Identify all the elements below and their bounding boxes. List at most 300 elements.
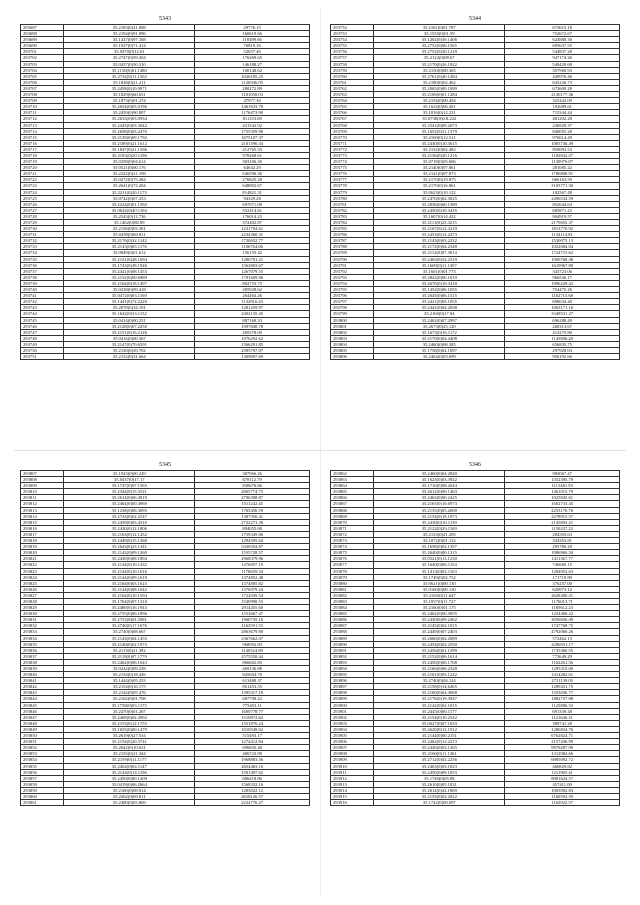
row-id-cell: 293829: [21, 605, 64, 611]
row-id-cell: 293807: [21, 471, 64, 477]
row-code-cell: 35.0627(0)07.1033: [374, 720, 505, 726]
row-code-cell: 35.2159(0)11.1177: [64, 757, 195, 763]
row-value-cell: 1530075.13: [505, 238, 620, 244]
row-value-cell: 1162922.57: [505, 800, 620, 806]
row-code-cell: 35.2170(0)26.1922: [374, 61, 505, 67]
row-code-cell: 35.2645(0)06.1515: [374, 293, 505, 299]
row-value-cell: 156155.42: [195, 250, 310, 256]
row-id-cell: 293765: [331, 104, 374, 110]
row-id-cell: 293858: [21, 781, 64, 787]
row-value-cell: 2296931.17: [505, 641, 620, 647]
row-id-cell: 293886: [331, 617, 374, 623]
row-id-cell: 293914: [331, 787, 374, 793]
row-id-cell: 293871: [331, 525, 374, 531]
row-value-cell: 481202.28: [505, 116, 620, 122]
row-id-cell: 293726: [21, 201, 64, 207]
row-code-cell: 35.2142(0)05.476: [64, 690, 195, 696]
row-id-cell: 293859: [21, 787, 64, 793]
row-id-cell: 293878: [331, 568, 374, 574]
row-value-cell: 1284052.63: [505, 568, 620, 574]
row-id-cell: 293774: [331, 159, 374, 165]
row-id-cell: 293718: [21, 152, 64, 158]
row-value-cell: 1312084.66: [505, 751, 620, 757]
row-id-cell: 293756: [331, 49, 374, 55]
row-id-cell: 293899: [331, 696, 374, 702]
row-code-cell: 35.2458(0)10.0871: [64, 85, 195, 91]
row-value-cell: 389741.28: [505, 720, 620, 726]
row-id-cell: 293895: [331, 672, 374, 678]
row-id-cell: 293779: [331, 189, 374, 195]
row-id-cell: 293820: [21, 550, 64, 556]
row-id-cell: 293790: [331, 256, 374, 262]
row-id-cell: 293827: [21, 592, 64, 598]
row-id-cell: 293908: [331, 751, 374, 757]
row-code-cell: 35.2170(0)19.875: [374, 177, 505, 183]
row-value-cell: 840055.28: [505, 128, 620, 134]
row-id-cell: 293853: [21, 751, 64, 757]
row-code-cell: 35.2132(0)02.482: [374, 146, 505, 152]
row-code-cell: 35.1072(0)01.132: [374, 538, 505, 544]
row-id-cell: 293892: [331, 653, 374, 659]
row-value-cell: 666163.59: [505, 177, 620, 183]
row-value-cell: 1289431.75: [505, 684, 620, 690]
coordinate-table: [20, 470, 310, 806]
row-code-cell: 35.2154(0)00.494: [374, 98, 505, 104]
row-id-cell: 293813: [21, 507, 64, 513]
row-value-cell: 1411367.77: [505, 556, 620, 562]
row-id-cell: 293868: [331, 507, 374, 513]
row-code-cell: 35.2144(0)10.1432: [64, 562, 195, 568]
row-code-cell: 35.2619(0)27.534: [64, 733, 195, 739]
row-code-cell: 35.1462(0)80.89: [64, 220, 195, 226]
row-code-cell: 35.2147(0)70.6591: [64, 341, 195, 347]
row-id-cell: 293839: [21, 666, 64, 672]
row-code-cell: 35.2180(0)02.462: [374, 79, 505, 85]
row-code-cell: 35.2113(0)23.3215: [374, 220, 505, 226]
row-id-cell: 293850: [21, 733, 64, 739]
row-value-cell: 1162261.56: [505, 659, 620, 665]
row-code-cell: 35.2421(0)05.1055: [374, 299, 505, 305]
row-id-cell: 293803: [331, 335, 374, 341]
row-value-cell: 1759349.86: [195, 531, 310, 537]
row-id-cell: 293911: [331, 769, 374, 775]
row-id-cell: 293734: [21, 250, 64, 256]
row-code-cell: 35.2463(0)32.2319: [374, 256, 505, 262]
row-value-cell: 2914455.60: [195, 605, 310, 611]
row-value-cell: 859093.53: [505, 146, 620, 152]
row-value-cell: 29776.15: [195, 25, 310, 31]
row-id-cell: 293715: [21, 134, 64, 140]
row-id-cell: 293867: [331, 501, 374, 507]
row-id-cell: 293732: [21, 238, 64, 244]
row-code-cell: 35.1743(0)38.1946: [64, 262, 195, 268]
row-code-cell: 35.0623(0)10.122: [374, 189, 505, 195]
row-code-cell: 35.2450(0)10.3435: [374, 207, 505, 213]
row-id-cell: 293704: [21, 67, 64, 73]
row-value-cell: 887168.33: [195, 317, 310, 323]
row-value-cell: 956192.66: [505, 354, 620, 360]
row-id-cell: 293762: [331, 85, 374, 91]
row-code-cell: 35.2161(0)03.1242: [374, 672, 505, 678]
row-code-cell: 35.2120(0)39.702: [64, 347, 195, 353]
row-value-cell: 685871.25: [505, 207, 620, 213]
row-code-cell: 35.0521(0)00.176: [64, 165, 195, 171]
row-value-cell: 6985092.72: [505, 757, 620, 763]
row-value-cell: 357960.93: [505, 67, 620, 73]
row-id-cell: 293711: [21, 110, 64, 116]
row-value-cell: 1510872.62: [195, 714, 310, 720]
row-value-cell: 8081624.57: [505, 775, 620, 781]
row-id-cell: 293745: [21, 317, 64, 323]
row-code-cell: 35.2152(0)06.1614: [374, 653, 505, 659]
row-code-cell: 35.2160(0)11.1361: [374, 751, 505, 757]
row-id-cell: 293747: [21, 329, 64, 335]
row-id-cell: 293759: [331, 67, 374, 73]
row-value-cell: 814821.31: [195, 189, 310, 195]
row-value-cell: 866602.85: [195, 659, 310, 665]
row-code-cell: 35.2344(0)15.3521: [64, 489, 195, 495]
row-code-cell: 35.2441(0)08.1453: [64, 268, 195, 274]
row-value-cell: 2628400.21: [505, 592, 620, 598]
row-code-cell: 35.0472(0)03.1169: [64, 293, 195, 299]
row-value-cell: 2157436.99: [505, 739, 620, 745]
row-code-cell: 35.0238(0)09.418: [64, 287, 195, 293]
row-code-cell: 35.1673(0)16.1172: [374, 329, 505, 335]
row-id-cell: 293875: [331, 550, 374, 556]
row-value-cell: 281685.22: [505, 165, 620, 171]
row-code-cell: 35.2155(0)21.344: [64, 751, 195, 757]
row-id-cell: 293814: [21, 513, 64, 519]
row-code-cell: 35.2740(0)08.667: [64, 629, 195, 635]
row-id-cell: 293809: [21, 483, 64, 489]
row-code-cell: 35.2450(0)09.1053: [374, 769, 505, 775]
row-value-cell: 686418.86: [195, 775, 310, 781]
row-code-cell: 35.2670(0)10.3418: [374, 280, 505, 286]
row-code-cell: 35.2641(0)72.204: [64, 183, 195, 189]
row-value-cell: 549429.68: [505, 61, 620, 67]
row-value-cell: 76819.16: [195, 43, 310, 49]
row-value-cell: 1602733.45: [505, 501, 620, 507]
row-code-cell: 35.2118(0)07.1779: [64, 653, 195, 659]
row-id-cell: 293729: [21, 220, 64, 226]
row-id-cell: 293825: [21, 580, 64, 586]
row-id-cell: 293836: [21, 647, 64, 653]
row-value-cell: 52657.46: [195, 49, 310, 55]
table-row: [331, 354, 620, 360]
row-value-cell: 269378.00: [195, 329, 310, 335]
row-value-cell: 6762824.71: [505, 733, 620, 739]
row-code-cell: 35.1927(0)71.414: [64, 43, 195, 49]
row-code-cell: 35.0437(0)17.17: [64, 477, 195, 483]
row-value-cell: 1145806.20: [505, 335, 620, 341]
row-value-cell: 1755359.98: [195, 128, 310, 134]
row-id-cell: 293802: [331, 329, 374, 335]
row-code-cell: 35.1655(0)00.1479: [64, 726, 195, 732]
row-id-cell: 293687: [21, 25, 64, 31]
row-code-cell: 35.1452(0)06.1055: [374, 287, 505, 293]
row-id-cell: 293887: [331, 623, 374, 629]
row-value-cell: 845604.76: [195, 672, 310, 678]
row-value-cell: 1101058.03: [195, 92, 310, 98]
row-value-cell: 2402135.45: [195, 311, 310, 317]
row-value-cell: 2731139.05: [505, 678, 620, 684]
row-value-cell: 646596.36: [195, 171, 310, 177]
row-value-cell: 1063171.16: [505, 305, 620, 311]
row-code-cell: 35.0439(0)60.811: [64, 232, 195, 238]
row-id-cell: 293880: [331, 580, 374, 586]
row-code-cell: 35.2462(0)00.811: [64, 793, 195, 799]
row-value-cell: 687798.22: [195, 696, 310, 702]
row-value-cell: 978268.61: [195, 152, 310, 158]
row-code-cell: 35.2140(0)07.861: [374, 165, 505, 171]
row-code-cell: 35.2456(0)01.1299: [374, 647, 505, 653]
row-value-cell: 2234360.31: [195, 232, 310, 238]
row-id-cell: 293891: [331, 647, 374, 653]
row-id-cell: 293806: [331, 354, 374, 360]
row-value-cell: 1182842.47: [505, 152, 620, 158]
row-id-cell: 293874: [331, 544, 374, 550]
row-id-cell: 293733: [21, 244, 64, 250]
row-value-cell: 1996229.42: [505, 280, 620, 286]
row-id-cell: 293792: [331, 268, 374, 274]
row-value-cell: 1882737.88: [505, 696, 620, 702]
row-code-cell: 35.2112(0)07.3014: [374, 250, 505, 256]
row-id-cell: 293701: [21, 49, 64, 55]
row-value-cell: 387966.26: [195, 471, 310, 477]
row-code-cell: 35.2144(0)00.2151: [374, 733, 505, 739]
row-code-cell: 35.2640(0)00.1315: [374, 550, 505, 556]
row-code-cell: 35.2732(0)11.1502: [64, 73, 195, 79]
row-value-cell: 645226.73: [505, 79, 620, 85]
row-value-cell: 2367662.07: [195, 635, 310, 641]
row-value-cell: 295786.29: [505, 544, 620, 550]
row-id-cell: 293882: [331, 592, 374, 598]
row-value-cell: 176269.65: [195, 55, 310, 61]
row-id-cell: 293750: [21, 347, 64, 353]
row-id-cell: 293876: [331, 556, 374, 562]
row-code-cell: 35.2211(0)20.1173: [64, 189, 195, 195]
row-code-cell: 35.2462(0)00.3055: [374, 611, 505, 617]
row-id-cell: 293846: [21, 708, 64, 714]
row-id-cell: 293730: [21, 226, 64, 232]
row-value-cell: 976614.49: [505, 134, 620, 140]
row-id-cell: 293900: [331, 702, 374, 708]
row-value-cell: 1140524.89: [195, 647, 310, 653]
row-value-cell: 2278915.57: [505, 513, 620, 519]
row-code-cell: 35.1640(0)06.1154: [374, 562, 505, 568]
row-id-cell: 293702: [21, 55, 64, 61]
row-id-cell: 293833: [21, 629, 64, 635]
row-code-cell: 35.2612(0)00.1463: [374, 489, 505, 495]
row-id-cell: 293714: [21, 128, 64, 134]
row-value-cell: 2179655.37: [505, 220, 620, 226]
row-code-cell: 35.1847(0)21.1596: [64, 146, 195, 152]
row-id-cell: 293830: [21, 611, 64, 617]
row-value-cell: 1997848.78: [195, 323, 310, 329]
row-id-cell: 293842: [21, 684, 64, 690]
row-value-cell: 894055.68: [195, 525, 310, 531]
row-id-cell: 293909: [331, 757, 374, 763]
row-code-cell: 35.2166(0)06.2328: [374, 666, 505, 672]
row-value-cell: 1134114.81: [505, 232, 620, 238]
row-code-cell: 35.1669(0)11.1307: [374, 262, 505, 268]
row-value-cell: 1274412.84: [195, 739, 310, 745]
row-code-cell: 35.2142(0)02.1015: [374, 702, 505, 708]
row-id-cell: 293722: [21, 177, 64, 183]
row-code-cell: 35.2172(0)04.2348: [374, 244, 505, 250]
row-value-cell: 1374805.82: [195, 580, 310, 586]
row-id-cell: 293916: [331, 800, 374, 806]
row-code-cell: 35.2170(0)16.861: [374, 183, 505, 189]
row-id-cell: 293913: [331, 781, 374, 787]
row-id-cell: 293731: [21, 232, 64, 238]
row-code-cell: 35.2643(0)23.1341: [64, 544, 195, 550]
coordinate-table: [330, 24, 620, 360]
row-value-cell: 1130976.87: [505, 159, 620, 165]
row-value-cell: 1353036.77: [505, 690, 620, 696]
row-code-cell: 35.2430(0)08.1894: [64, 556, 195, 562]
row-code-cell: 35.2160(0)08.814: [64, 787, 195, 793]
row-value-cell: 285928.62: [195, 287, 310, 293]
row-value-cell: 264464.26: [195, 293, 310, 299]
row-code-cell: 35.2155(0)02.2022: [374, 793, 505, 799]
row-code-cell: 35.1710(0)08.2044: [374, 483, 505, 489]
row-id-cell: 293738: [21, 274, 64, 280]
row-value-cell: 1511242.45: [195, 501, 310, 507]
row-value-cell: 1010549.62: [195, 726, 310, 732]
row-code-cell: 35.0621(0)00.130: [374, 580, 505, 586]
row-value-cell: 1414282.61: [505, 672, 620, 678]
page-number: 5343: [159, 16, 171, 22]
row-code-cell: 35.0642(0)40.1104: [64, 207, 195, 213]
row-code-cell: 35.2164(0)10.1594: [64, 592, 195, 598]
row-value-cell: 715344.44: [505, 110, 620, 116]
row-value-cell: 696288.49: [505, 317, 620, 323]
row-value-cell: 1960735.16: [195, 617, 310, 623]
row-code-cell: 35.2136(0)20.1216: [374, 152, 505, 158]
row-code-cell: 35.1623(0)03.3922: [374, 477, 505, 483]
row-value-cell: 811153.08: [195, 116, 310, 122]
row-value-cell: 1461015.79: [505, 489, 620, 495]
row-id-cell: 293705: [21, 73, 64, 79]
row-value-cell: 947174.26: [505, 55, 620, 61]
row-code-cell: 35.0849(0)01.612: [64, 250, 195, 256]
row-value-cell: 691339.48: [505, 708, 620, 714]
row-value-cell: 1083736.49: [505, 140, 620, 146]
row-code-cell: 35.0419(0)06.2664: [64, 781, 195, 787]
row-code-cell: 35.2464(0)03.699: [374, 354, 505, 360]
row-id-cell: 293753: [331, 31, 374, 37]
row-code-cell: 35.2480(0)16.1943: [64, 605, 195, 611]
row-code-cell: 35.1202(0)39.1406: [374, 37, 505, 43]
row-value-cell: 1294595.64: [195, 538, 310, 544]
row-code-cell: 35.1624(0)06.261: [374, 104, 505, 110]
row-id-cell: 293755: [331, 43, 374, 49]
row-id-cell: 293877: [331, 562, 374, 568]
row-id-cell: 293778: [331, 183, 374, 189]
row-code-cell: 35.2224(0)01.1592: [64, 201, 195, 207]
row-value-cell: 1176473.98: [195, 110, 310, 116]
row-value-cell: 752672.67: [505, 31, 620, 37]
row-code-cell: 35.2139(0)69.1792: [64, 134, 195, 140]
row-code-cell: 35.2158(0)14.6465: [374, 684, 505, 690]
row-id-cell: 293817: [21, 531, 64, 537]
row-id-cell: 293848: [21, 720, 64, 726]
row-value-cell: 1461633.78: [195, 104, 310, 110]
row-id-cell: 293865: [331, 489, 374, 495]
row-code-cell: 35.2140(0)02.1973: [64, 641, 195, 647]
row-id-cell: 293804: [331, 341, 374, 347]
row-value-cell: 1986960.50: [505, 550, 620, 556]
row-code-cell: 35.2176(0)32.1142: [64, 238, 195, 244]
row-id-cell: 293773: [331, 152, 374, 158]
row-value-cell: 1163591.53: [195, 623, 310, 629]
row-code-cell: 35.2165(0)16.6973: [374, 501, 505, 507]
row-value-cell: 182567.48: [505, 189, 620, 195]
row-value-cell: 1786808.91: [505, 171, 620, 177]
row-value-cell: 1286701.21: [195, 256, 310, 262]
row-id-cell: 293712: [21, 116, 64, 122]
row-code-cell: 35.1238(0)06.3095: [64, 507, 195, 513]
row-id-cell: 293748: [21, 335, 64, 341]
row-id-cell: 293818: [21, 538, 64, 544]
row-code-cell: 35.2441(0)04.2038: [374, 305, 505, 311]
row-id-cell: 293862: [331, 471, 374, 477]
row-value-cell: 1376979.24: [195, 586, 310, 592]
row-code-cell: 35.2642(0)10.631: [64, 745, 195, 751]
row-value-cell: 118499.66: [195, 37, 310, 43]
row-id-cell: 293897: [331, 684, 374, 690]
row-id-cell: 293826: [21, 586, 64, 592]
row-id-cell: 293851: [21, 739, 64, 745]
row-value-cell: 64642.29: [195, 165, 310, 171]
row-id-cell: 293915: [331, 793, 374, 799]
row-id-cell: 293708: [21, 92, 64, 98]
coordinate-table: [330, 470, 620, 806]
row-id-cell: 293758: [331, 61, 374, 67]
row-code-cell: 35.2460(0)04.2840: [374, 471, 505, 477]
row-code-cell: 35.2189(0)21.1612: [64, 140, 195, 146]
row-code-cell: 35.2462(0)06.1643: [64, 659, 195, 665]
row-code-cell: 35.2128(0)07.2250: [64, 323, 195, 329]
row-code-cell: 35.2463(0)03.1823: [374, 763, 505, 769]
row-value-cell: 673609.28: [505, 85, 620, 91]
row-code-cell: 35.2740(0)04.124: [374, 678, 505, 684]
row-id-cell: 293894: [331, 666, 374, 672]
row-value-cell: 1476057.19: [195, 562, 310, 568]
row-code-cell: 35.1758(0)03.1175: [64, 702, 195, 708]
row-code-cell: 35.2460(0)08.385: [374, 341, 505, 347]
row-value-cell: 1176013.71: [505, 598, 620, 604]
row-id-cell: 293843: [21, 690, 64, 696]
row-value-cell: 697071.08: [195, 201, 310, 207]
row-code-cell: 35.0742(0)07.253: [64, 195, 195, 201]
row-code-cell: 35.2673(0)25.120: [374, 323, 505, 329]
row-value-cell: 1791609.96: [195, 274, 310, 280]
row-value-cell: 1185612.23: [505, 605, 620, 611]
page-number: 5344: [469, 16, 481, 22]
row-value-cell: 1076292.62: [195, 335, 310, 341]
row-id-cell: 293763: [331, 92, 374, 98]
row-value-cell: 624880.30: [505, 37, 620, 43]
row-id-cell: 293903: [331, 720, 374, 726]
row-id-cell: 293812: [21, 501, 64, 507]
row-value-cell: 297928.03: [505, 347, 620, 353]
row-code-cell: 35.2430(0)10.1139: [374, 519, 505, 525]
row-id-cell: 293847: [21, 714, 64, 720]
row-id-cell: 293784: [331, 220, 374, 226]
row-value-cell: 1600778.77: [195, 708, 310, 714]
